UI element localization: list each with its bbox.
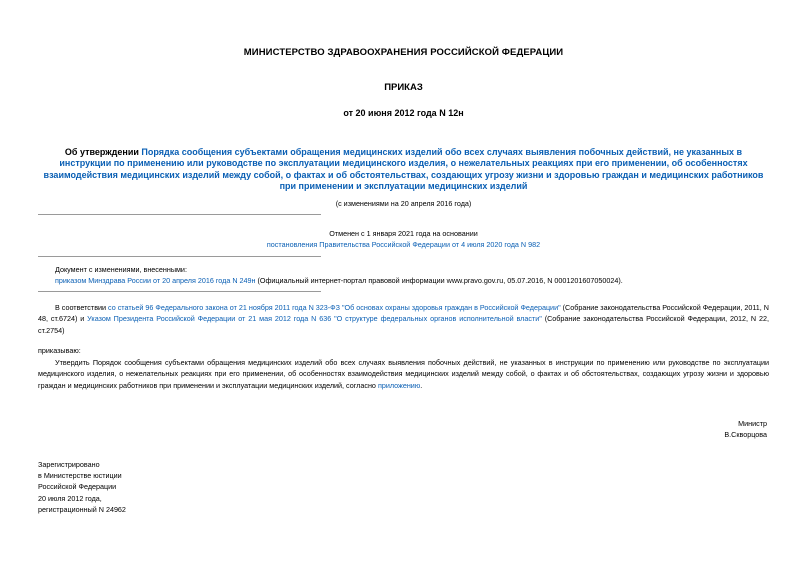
presidential-decree-link[interactable]: Указом Президента Российской Федерации от 21 мая 2012 года N 636 "О структуре федеральных органов исполнительной власти" [87, 314, 542, 324]
signature-role: Министр [738, 419, 767, 428]
preamble-text: (Собрание законодательства Российской Федерации, 2012, N 22, ст.2754) [38, 314, 769, 335]
order-word: приказываю: [38, 346, 81, 355]
registration-line: 20 июля 2012 года, [38, 493, 102, 503]
preamble-paragraph [38, 302, 769, 336]
registration-line: Российской Федерации [38, 482, 117, 492]
changes-label: Документ с изменениями, внесенными: [55, 265, 187, 274]
document-type-heading: ПРИКАЗ [384, 82, 423, 93]
document-date-number: от 20 июня 2012 года N 12н [343, 108, 464, 118]
document-title [40, 147, 767, 192]
preamble-text: В соответствии [55, 303, 109, 312]
order-body-text: Утвердить Порядок сообщения субъектами обращения медицинских изделий обо всех случаях выявления побочных действий, не указанных в инструкции по применению или руководстве по эксплуатации медицинского изделия, о нежелательных реакциях при его применении, об особенностях взаимодействия медицинских изделий между собой, о фактах и об обстоятельствах, создающих угрозу жизни и здоровью граждан и медицинских работников при применении и эксплуатации медицинских изделий, согласно [38, 358, 769, 390]
order-body-paragraph [38, 357, 769, 391]
revoked-link[interactable]: постановления Правительства Российской Федерации от 4 июля 2020 года N 982 [266, 240, 541, 249]
signature-block [567, 418, 767, 441]
registration-block [38, 459, 126, 515]
changes-link[interactable]: приказом Минздрава России от 20 апреля 2016 года N 249н [55, 276, 256, 285]
changes-source-text: (Официальный интернет-портал правовой информации www.pravo.gov.ru, 05.07.2016, N 0001201607050024). [255, 276, 623, 285]
preamble-text: (Собрание законодательства Российской Федерации, 2011, N 48, ст.6724) и [38, 303, 769, 324]
registration-line: регистрационный N 24962 [38, 504, 126, 514]
registration-line: в Министерстве юстиции [38, 471, 122, 481]
appendix-link[interactable]: приложению [377, 380, 421, 390]
amended-note: (с изменениями на 20 апреля 2016 года) [335, 199, 472, 208]
title-prefix: Об утверждении [64, 147, 142, 157]
changes-source [55, 275, 623, 286]
law-article-link[interactable]: со статьей 96 Федерального закона от 21 ноября 2011 года N 323-ФЗ "Об основах охраны здоровья граждан в Российской Федерации" [108, 303, 561, 312]
registration-line: Зарегистрировано [38, 460, 100, 469]
divider-rule [38, 256, 321, 257]
divider-rule [38, 291, 321, 292]
order-body-end: . [420, 380, 423, 390]
ministry-heading: МИНИСТЕРСТВО ЗДРАВООХРАНЕНИЯ РОССИЙСКОЙ ФЕДЕРАЦИИ [243, 47, 564, 58]
revoked-text: Отменен с 1 января 2021 года на основании [329, 229, 478, 238]
title-link[interactable]: Порядка сообщения субъектами обращения медицинских изделий обо всех случаях выявления побочных действий, не указанных в инструкции по применению или руководстве по эксплуатации медицинского изделия, о нежелательных реакциях при его применении, об особенностях взаимодействия медицинских изделий между собой, о фактах и об обстоятельствах, создающих угрозу жизни и здоровью граждан и медицинских работников при применении и эксплуатации медицинских изделий [43, 147, 764, 191]
signature-name: В.Скворцова [724, 430, 767, 440]
divider-rule [38, 214, 321, 215]
